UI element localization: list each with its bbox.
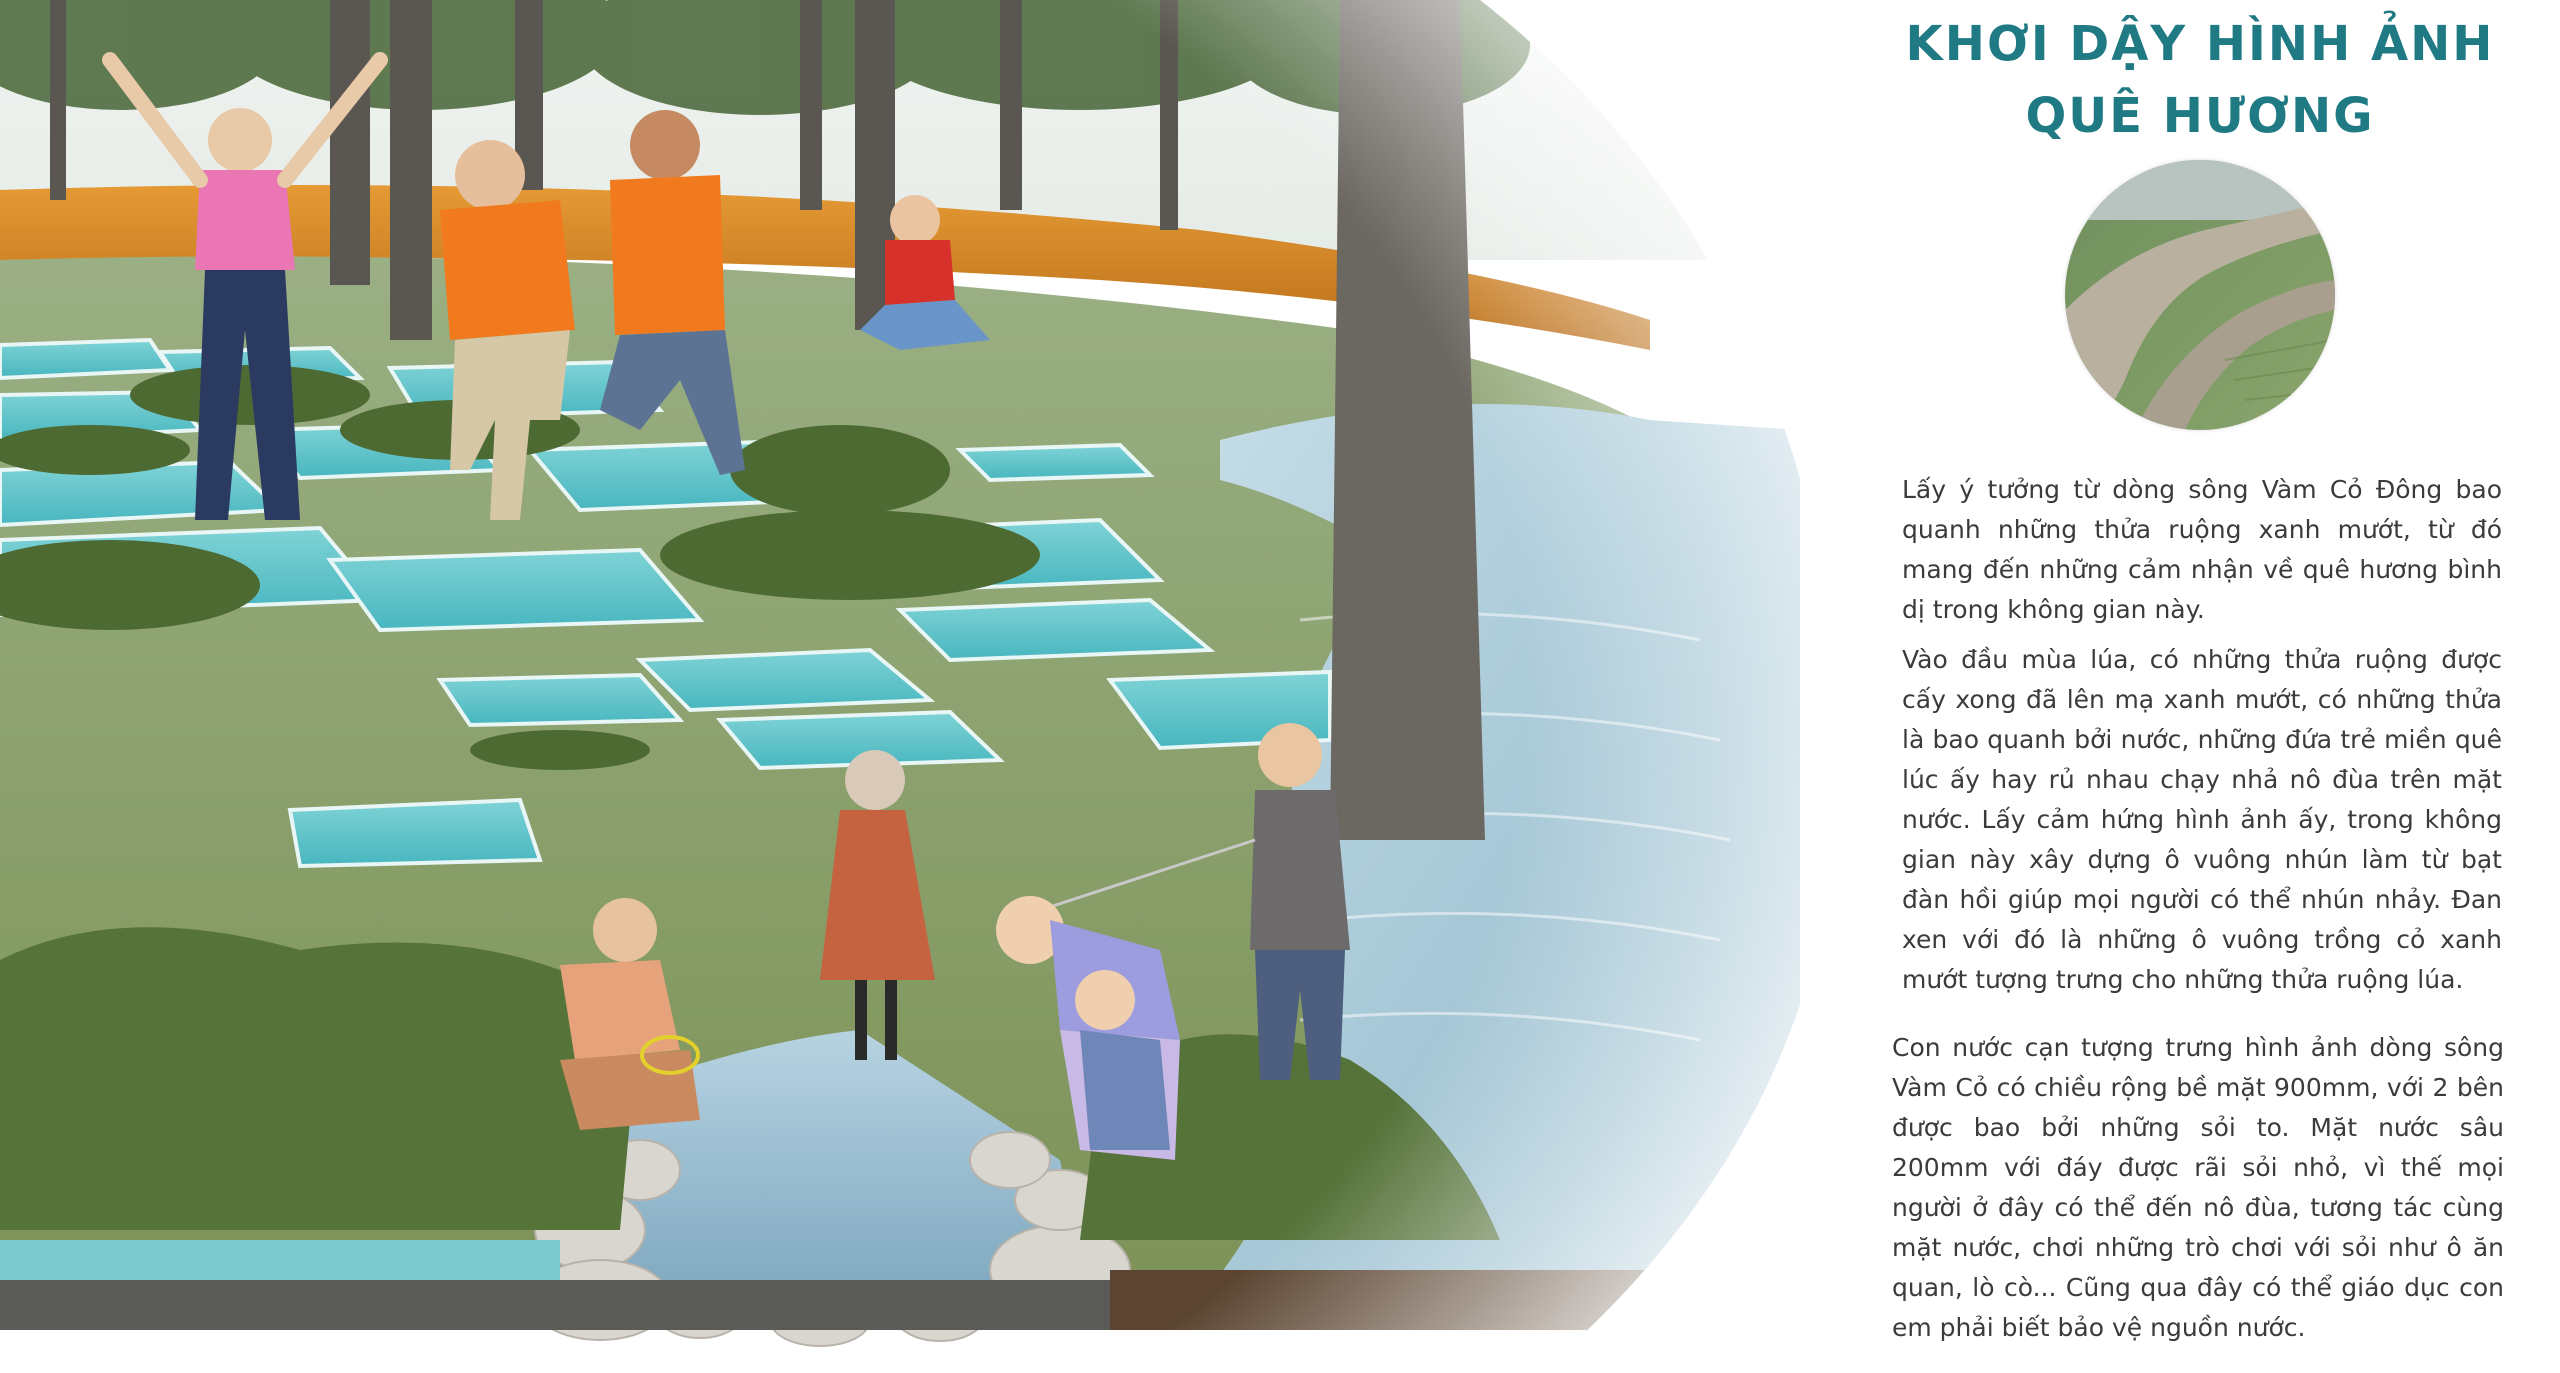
- title-line-2: QUÊ HƯƠNG: [2025, 88, 2375, 144]
- aerial-river-photo: [2065, 160, 2335, 430]
- page-title: [1880, 8, 2520, 152]
- paragraph-stream: Con nước cạn tượng trưng hình ảnh dòng sông Vàm Cỏ có chiều rộng bề mặt 900mm, với 2 bên được bao bởi những sỏi to. Mặt nước sâu 200mm với đáy được rãi sỏi nhỏ, vì thế mọi người ở đây có thể đến nô đùa, tương tác cùng mặt nước, chơi những trò chơi với sỏi như ô ăn quan, lò cò... Cũng qua đây có thể giáo dục con em phải biết bảo vệ nguồn nước.: [1892, 1033, 2504, 1342]
- title-line-1: KHƠI DẬY HÌNH ẢNH: [1905, 16, 2495, 72]
- paragraph-intro: Lấy ý tưởng từ dòng sông Vàm Cỏ Đông bao quanh những thửa ruộng xanh mướt, từ đó mang đến những cảm nhận về quê hương bình dị trong không gian này.: [1902, 475, 2502, 624]
- paragraph-trampoline: Vào đầu mùa lúa, có những thửa ruộng được cấy xong đã lên mạ xanh mướt, có những thửa là bao quanh bởi nước, những đứa trẻ miền quê lúc ấy hay rủ nhau chạy nhả nô đùa trên mặt nước. Lấy cảm hứng hình ảnh ấy, trong không gian này xây dựng ô vuông nhún làm từ bạt đàn hồi giúp mọi người có thể nhún nhảy. Đan xen với đó là những ô vuông trồng cỏ xanh mướt tượng trưng cho những thửa ruộng lúa.: [1902, 645, 2502, 994]
- description-panel: [1880, 0, 2520, 1373]
